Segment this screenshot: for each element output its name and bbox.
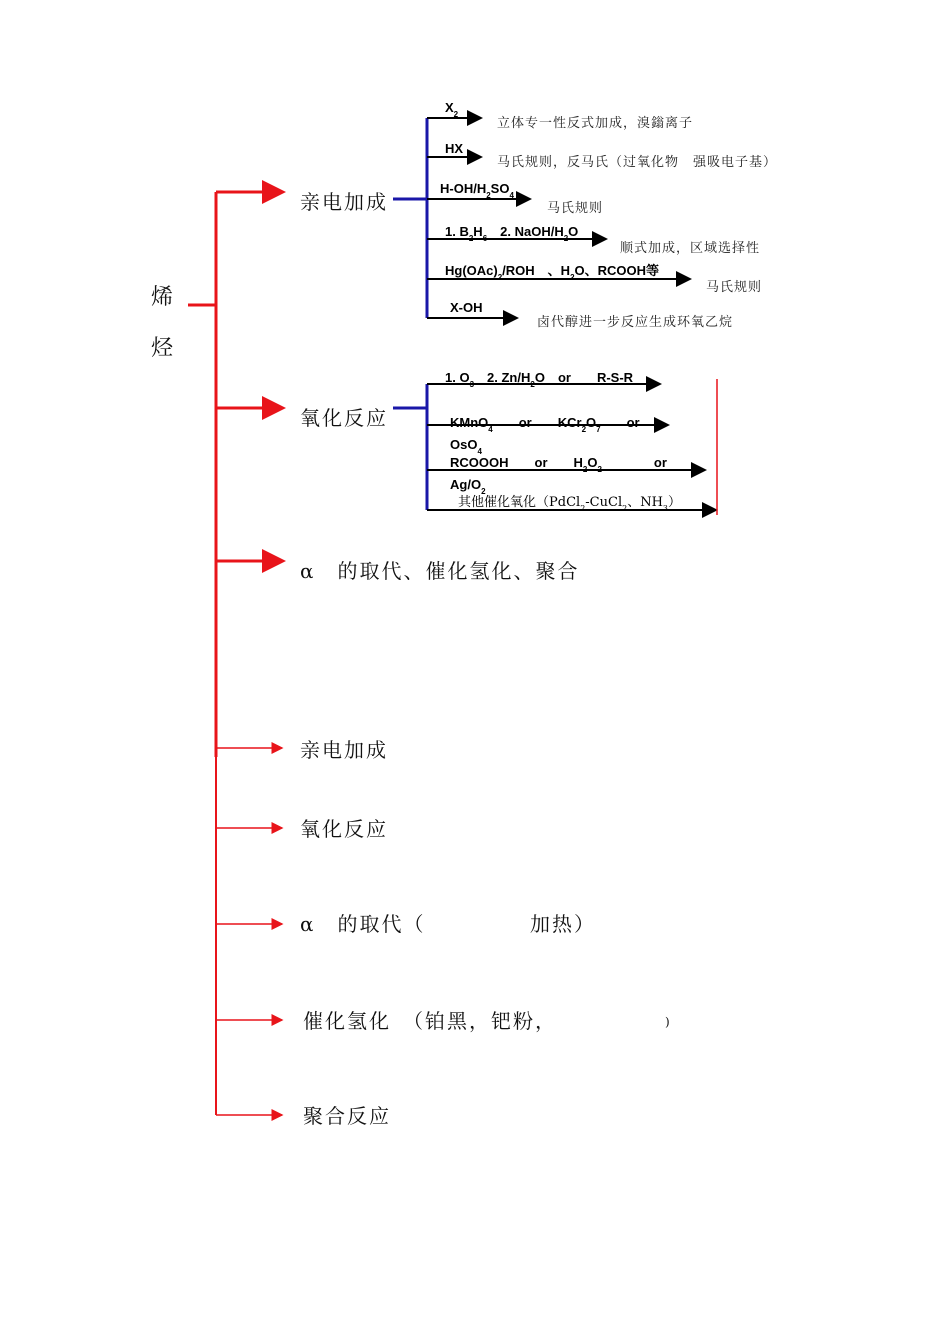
electrophilic-blue-branch — [393, 118, 690, 318]
lower-red-tree — [216, 748, 282, 1115]
upper-red-tree — [188, 192, 283, 757]
electrophilic-reagent: 1. $B_2H_6$ 2. NaOH/$H_2O$ — [445, 224, 579, 243]
branch-oxidation-label: 氧化反应 — [300, 406, 388, 430]
electrophilic-note: 立体专一性反式加成，溴鎓离子 — [497, 116, 694, 131]
lower-hydrogenation-close: ) — [665, 1015, 670, 1029]
lower-hydrogenation-label: 催化氢化 （铂黑，钯粉， — [303, 1009, 557, 1033]
electrophilic-note: 马氏规则，反马氏（过氧化物 强吸电子基） — [497, 155, 778, 170]
root-char-2: 烃 — [151, 336, 174, 361]
electrophilic-note: 卤代醇进一步反应生成环氧乙烷 — [537, 315, 734, 330]
electrophilic-reagent: X-OH — [450, 300, 483, 315]
oxidation-reagent: RCOOOH or $H_2O_2$ or — [450, 455, 667, 474]
electrophilic-note: 马氏规则 — [547, 201, 604, 216]
branch-alpha-summary-label: α 的取代、催化氢化、聚合 — [300, 559, 580, 583]
lower-polymerization-label: 聚合反应 — [303, 1104, 391, 1128]
oxidation-reagent: 1. $O_3$ 2. $Zn/H_2O$ or R-S-R — [445, 370, 634, 389]
electrophilic-reagent: $X_2$ — [445, 100, 459, 119]
oxidation-reagent: 其他催化氧化（PdCl$_2$-CuCl$_2$、$NH_3$） — [458, 495, 682, 513]
oxidation-reagent: OsO$_4$ — [450, 437, 482, 456]
lower-electrophilic-label: 亲电加成 — [300, 738, 388, 762]
lower-oxidation-label: 氧化反应 — [300, 817, 388, 841]
electrophilic-reagent: $Hg(OAc)_2$/ROH 、$H_2O$、RCOOH等 — [445, 263, 660, 282]
oxidation-reagent: $Ag/O_2$ — [450, 477, 486, 496]
oxidation-reagent: KMnO$_4$ or $KCr_2O_7$ or — [450, 415, 640, 434]
lower-alpha-sub-label: α 的取代（ — [300, 912, 426, 936]
electrophilic-reagent: $H-OH/H_2SO_4$ — [440, 181, 514, 200]
electrophilic-reagent: HX — [445, 141, 464, 156]
branch-electrophilic-label: 亲电加成 — [300, 190, 388, 214]
root-char-1: 烯 — [151, 285, 174, 310]
lower-alpha-heat-label: 加热） — [530, 912, 596, 936]
electrophilic-note: 顺式加成，区域选择性 — [620, 241, 761, 256]
electrophilic-note: 马氏规则 — [706, 280, 763, 295]
